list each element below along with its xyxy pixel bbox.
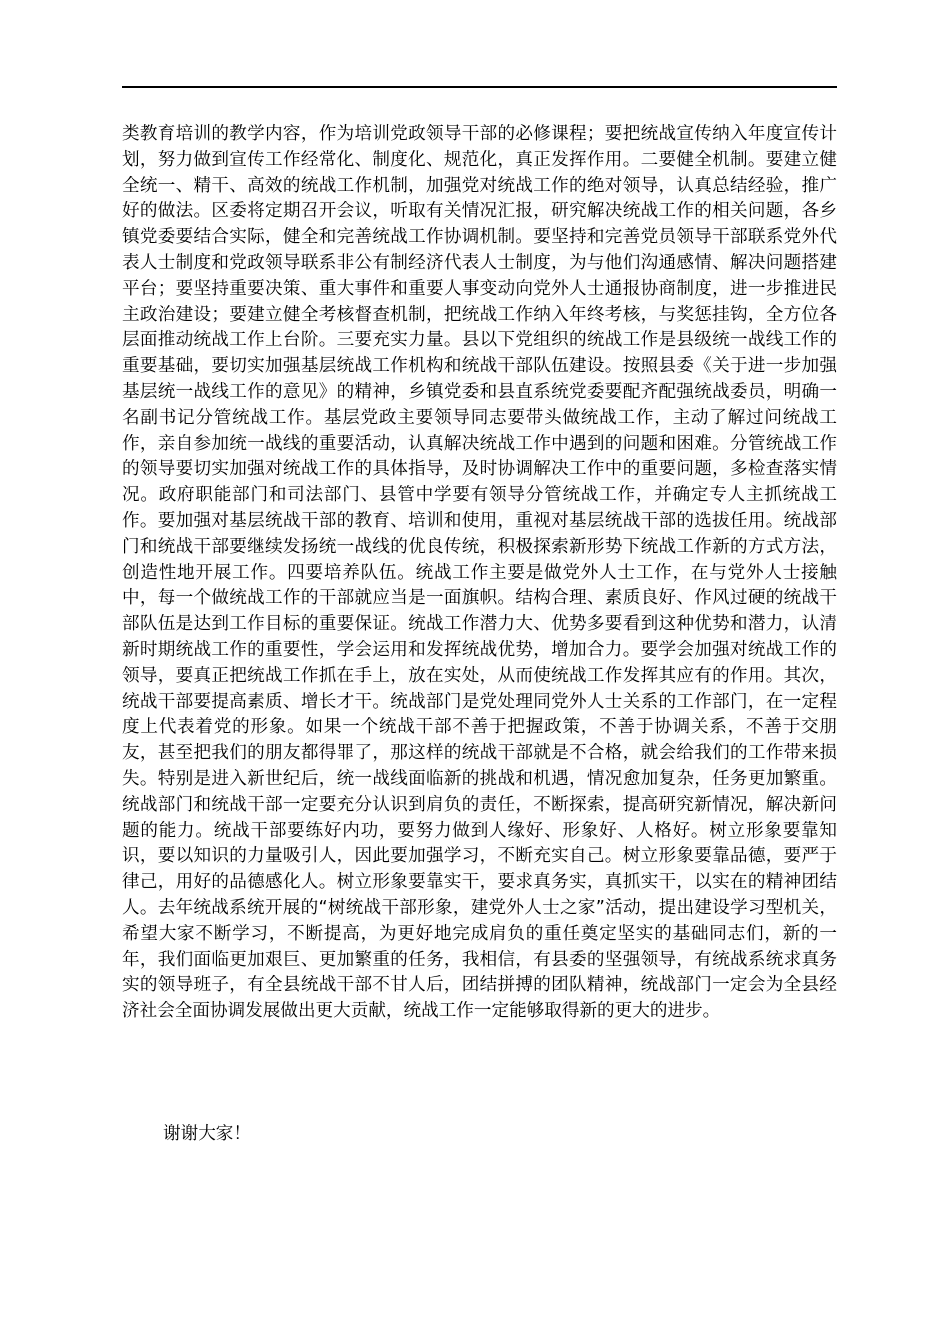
closing-line: 谢谢大家！ — [163, 1124, 251, 1144]
body-paragraph: 类教育培训的教学内容，作为培训党政领导干部的必修课程；要把统战宣传纳入年度宣传计划，努力做到宣传工作经常化、制度化、规范化，真正发挥作用。二要健全机制。要建立健全统一、精干、高效的统战工作机制，加强党对统战工作的绝对领导，认真总结经验，推广好的做法。区委将定期召开会议，听取有关情况汇报，研究解决统战工作的相关问题，各乡镇党委要结合实际，健全和完善统战工作协调机制。要坚持和完善党员领导干部联系党外代表人士制度和党政领导联系非公有制经济代表人士制度，为与他们沟通感情、解决问题搭建平台；要坚持重要决策、重大事件和重要人事变动向党外人士通报协商制度，进一步推进民主政治建设；要建立健全考核督查机制，把统战工作纳入年终考核，与奖惩挂钩，全方位各层面推动统战工作上台阶。三要充实力量。县以下党组织的统战工作是县级统一战线工作的重要基础，要切实加强基层统战工作机构和统战干部队伍建设。按照县委《关于进一步加强基层统一战线工作的意见》的精神，乡镇党委和县直系统党委要配齐配强统战委员，明确一名副书记分管统战工作。基层党政主要领导同志要带头做统战工作，主动了解过问统战工作，亲自参加统一战线的重要活动，认真解决统战工作中遇到的问题和困难。分管统战工作的领导要切实加强对统战工作的具体指导，及时协调解决工作中的重要问题，多检查落实情况。政府职能部门和司法部门、县管中学要有领导分管统战工作，并确定专人主抓统战工作。要加强对基层统战干部的教育、培训和使用，重视对基层统战干部的选拔任用。统战部门和统战干部要继续发扬统一战线的优良传统，积极探索新形势下统战工作新的方式方法，创造性地开展工作。四要培养队伍。统战工作主要是做党外人士工作，在与党外人士接触中，每一个做统战工作的干部就应当是一面旗帜。结构合理、素质良好、作风过硬的统战干部队伍是达到工作目标的重要保证。统战工作潜力大、优势多要看到这种优势和潜力，认清新时期统战工作的重要性，学会运用和发挥统战优势，增加合力。要学会加强对统战工作的领导，要真正把统战工作抓在手上，放在实处，从而使统战工作发挥其应有的作用。其次，统战干部要提高素质、增长才干。统战部门是党处理同党外人士关系的工作部门，在一定程度上代表着党的形象。如果一个统战干部不善于把握政策，不善于协调关系，不善于交朋友，甚至把我们的朋友都得罪了，那这样的统战干部就是不合格，就会给我们的工作带来损失。特别是进入新世纪后，统一战线面临新的挑战和机遇，情况愈加复杂，任务更加繁重。统战部门和统战干部一定要充分认识到肩负的责任，不断探索，提高研究新情况，解决新问题的能力。统战干部要练好内功，要努力做到人缘好、形象好、人格好。树立形象要靠知识，要以知识的力量吸引人，因此要加强学习，不断充实自己。树立形象要靠品德，要严于律己，用好的品德感化人。树立形象要靠实干，要求真务实，真抓实干，以实在的精神团结人。去年统战系统开展的“树统战干部形象，建党外人士之家”活动，提出建设学习型机关，希望大家不断学习，不断提高，为更好地完成肩负的重任奠定坚实的基础同志们，新的一年，我们面临更加艰巨、更加繁重的任务，我相信，有县委的坚强领导，有统战系统求真务实的领导班子，有全县统战干部不甘人后，团结拼搏的团队精神，统战部门一定会为全县经济社会全面协调发展做出更大贡献，统战工作一定能够取得新的更大的进步。 — [122, 124, 837, 1022]
header-rule — [122, 86, 837, 88]
